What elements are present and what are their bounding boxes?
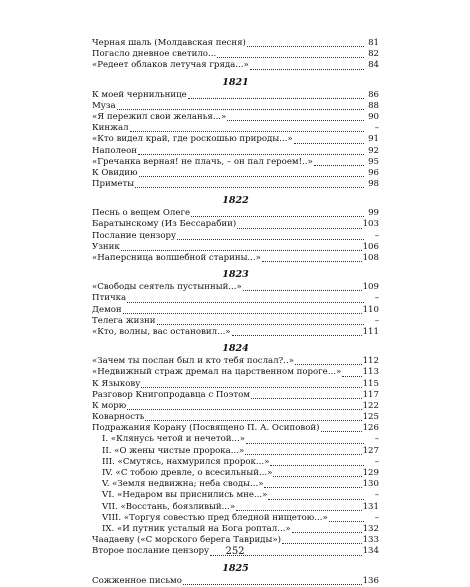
toc-entry	[92, 379, 379, 390]
entry-title: Второе послание цензору	[92, 546, 210, 557]
toc-entry	[92, 390, 379, 401]
entry-title: Песнь о вещем Олеге	[92, 208, 191, 219]
entry-page: 136	[362, 575, 379, 586]
entry-title: «Гречанка верная! не плачь, – он пал героем!..»	[92, 156, 313, 167]
dot-leader	[183, 584, 362, 585]
entry-page: 86	[368, 89, 379, 100]
dot-leader	[292, 532, 362, 533]
entry-title: «Я пережил свои желанья...»	[92, 111, 227, 122]
dot-leader	[314, 165, 364, 166]
entry-page: 91	[368, 134, 379, 145]
entry-page: –	[374, 315, 379, 326]
entry-title: «Наперсница волшебной старины...»	[92, 253, 261, 263]
page-number: 252	[225, 546, 245, 557]
toc-entry	[92, 219, 379, 230]
dot-leader	[342, 376, 361, 377]
toc-entry	[92, 576, 379, 587]
toc-entry	[92, 457, 379, 468]
toc-entry	[92, 90, 379, 101]
year-heading: 1823	[222, 269, 249, 281]
entry-page: 95	[368, 156, 379, 167]
entry-title: К Языкову	[92, 378, 141, 389]
entry-title: Приметы	[92, 179, 135, 190]
entry-title: Коварность	[92, 412, 145, 423]
toc-entry	[92, 490, 379, 501]
dot-leader	[127, 409, 361, 410]
entry-title: Сожженное письмо	[92, 575, 182, 586]
dot-leader	[237, 228, 361, 229]
dot-leader	[250, 69, 364, 70]
entry-page: 117	[362, 389, 379, 400]
dot-leader	[121, 250, 362, 251]
dot-leader	[157, 324, 365, 325]
dot-leader	[177, 239, 364, 240]
entry-title: III. «Смутясь, нахмурился пророк...»	[102, 456, 270, 467]
entry-page: 96	[368, 167, 379, 178]
entry-title: Узник	[92, 241, 120, 252]
dot-leader	[130, 131, 364, 132]
toc-entry	[92, 101, 379, 112]
entry-page: –	[374, 434, 379, 445]
toc-entry	[92, 49, 379, 60]
toc-entry	[92, 60, 379, 71]
dot-leader	[135, 187, 364, 188]
entry-title: Черная шаль (Молдавская песня)	[92, 38, 246, 48]
toc-entry	[92, 305, 379, 316]
toc-entry	[92, 38, 379, 49]
entry-title: «Кто, волны, вас остановил...»	[92, 326, 231, 337]
dot-leader	[245, 454, 361, 455]
dot-leader	[262, 261, 362, 262]
dot-leader	[246, 443, 364, 444]
entry-title: VII. «Восстань, боязливый...»	[102, 501, 236, 512]
toc-entry	[92, 367, 379, 378]
entry-page: 126	[362, 423, 379, 434]
entry-title: «Свободы сеятель пустынный...»	[92, 282, 242, 293]
entry-page: 99	[368, 208, 379, 219]
entry-page: 111	[362, 326, 379, 337]
table-of-contents	[92, 38, 379, 587]
entry-page: –	[374, 230, 379, 241]
year-heading: 1821	[222, 76, 249, 88]
toc-entry	[92, 146, 379, 157]
entry-title: Кинжал	[92, 123, 129, 134]
entry-page: 90	[368, 111, 379, 122]
entry-title: Послание цензору	[92, 230, 177, 241]
toc-entry	[92, 479, 379, 490]
entry-page: 115	[362, 378, 379, 389]
toc-entry	[92, 535, 379, 546]
toc-entry	[92, 327, 379, 338]
entry-page: –	[374, 490, 379, 501]
toc-entry	[92, 401, 379, 412]
entry-title: Телега жизни	[92, 315, 156, 326]
entry-page: –	[374, 456, 379, 467]
dot-leader	[127, 302, 364, 303]
entry-page: 84	[368, 60, 379, 71]
entry-title: Подражания Корану (Посвящено П. А. Осиповой)	[92, 423, 320, 434]
toc-entry	[92, 524, 379, 535]
entry-page: –	[374, 293, 379, 304]
entry-page: 134	[362, 546, 379, 557]
toc-entry	[92, 446, 379, 457]
toc-entry	[92, 112, 379, 123]
entry-page: 133	[362, 535, 379, 546]
year-heading: 1822	[222, 195, 249, 207]
entry-title: Демон	[92, 304, 122, 315]
entry-title: К Овидию	[92, 167, 138, 178]
entry-page: 112	[362, 356, 379, 367]
toc-entry	[92, 231, 379, 242]
toc-entry	[92, 412, 379, 423]
entry-page: 110	[362, 304, 379, 315]
entry-page: 81	[368, 38, 379, 48]
dot-leader	[270, 465, 364, 466]
entry-page: –	[374, 123, 379, 134]
toc-entry	[92, 208, 379, 219]
toc-entry	[92, 513, 379, 524]
entry-page: 82	[368, 49, 379, 60]
year-heading: 1825	[222, 562, 249, 574]
toc-entry	[92, 282, 379, 293]
dot-leader	[273, 476, 361, 477]
toc-entry	[92, 123, 379, 134]
entry-page: 130	[362, 479, 379, 490]
entry-title: К морю	[92, 400, 127, 411]
dot-leader	[282, 543, 362, 544]
entry-page: –	[374, 512, 379, 523]
dot-leader	[321, 431, 362, 432]
dot-leader	[236, 510, 362, 511]
entry-title: Баратынскому (Из Бессарабии)	[92, 219, 237, 230]
entry-page: 127	[362, 445, 379, 456]
entry-page: 132	[362, 523, 379, 534]
entry-page: 113	[362, 367, 379, 378]
entry-title: Погасло дневное светило...	[92, 49, 217, 60]
entry-title: Наполеон	[92, 145, 137, 156]
entry-title: IX. «И путник усталый на Бога роптал...»	[102, 523, 291, 534]
toc-entry	[92, 316, 379, 327]
toc-entry	[92, 423, 379, 434]
entry-title: «Зачем ты послан был и кто тебя послал?..»	[92, 356, 294, 367]
entry-title: Муза	[92, 100, 116, 111]
entry-title: I. «Клянусь четой и нечетой...»	[102, 434, 245, 445]
entry-page: 131	[362, 501, 379, 512]
dot-leader	[247, 46, 364, 47]
dot-leader	[251, 398, 362, 399]
entry-page: 122	[362, 400, 379, 411]
entry-page: 98	[368, 179, 379, 190]
dot-leader	[123, 313, 362, 314]
toc-entry	[92, 293, 379, 304]
dot-leader	[191, 216, 364, 217]
dot-leader	[117, 109, 364, 110]
dot-leader	[141, 387, 361, 388]
toc-entry	[92, 179, 379, 190]
dot-leader	[264, 487, 361, 488]
entry-title: V. «Земля недвижна; неба своды...»	[102, 479, 264, 490]
entry-title: «Кто видел край, где роскошью природы...»	[92, 134, 293, 145]
entry-page: 106	[362, 241, 379, 252]
entry-page: 129	[362, 468, 379, 478]
entry-page: 92	[368, 145, 379, 156]
dot-leader	[243, 290, 362, 291]
entry-page: 125	[362, 412, 379, 423]
entry-title: VIII. «Торгуя совестью пред бледной нищетою...»	[102, 512, 328, 523]
toc-entry	[92, 502, 379, 513]
entry-title: II. «О жены чистые пророка...»	[102, 445, 245, 456]
entry-page: 88	[368, 100, 379, 111]
dot-leader	[138, 154, 364, 155]
toc-entry	[92, 468, 379, 479]
entry-title: IV. «С тобою древле, о всесильный...»	[102, 468, 273, 478]
entry-page: 109	[362, 282, 379, 293]
toc-entry	[92, 356, 379, 367]
toc-entry	[92, 134, 379, 145]
toc-entry	[92, 242, 379, 253]
dot-leader	[145, 420, 361, 421]
dot-leader	[227, 120, 364, 121]
entry-title: «Недвижный страж дремал на царственном пороге...»	[92, 367, 342, 378]
entry-title: Чаадаеву («С морского берега Тавриды»)	[92, 535, 281, 546]
toc-entry	[92, 253, 379, 264]
dot-leader	[188, 98, 364, 99]
entry-page: 108	[362, 253, 379, 263]
toc-entry	[92, 168, 379, 179]
dot-leader	[294, 143, 364, 144]
dot-leader	[268, 499, 364, 500]
toc-entry	[92, 434, 379, 445]
dot-leader	[295, 364, 362, 365]
dot-leader	[139, 176, 365, 177]
dot-leader	[329, 521, 364, 522]
dot-leader	[232, 335, 362, 336]
year-heading: 1824	[222, 343, 249, 355]
dot-leader	[217, 57, 364, 58]
entry-title: «Редеет облаков летучая гряда...»	[92, 60, 249, 71]
entry-title: Птичка	[92, 293, 127, 304]
entry-title: К моей чернильнице	[92, 89, 187, 100]
entry-title: VI. «Недаром вы приснились мне...»	[102, 490, 268, 501]
entry-title: Разговор Книгопродавца с Поэтом	[92, 389, 250, 400]
entry-page: 103	[362, 219, 379, 230]
toc-entry	[92, 157, 379, 168]
